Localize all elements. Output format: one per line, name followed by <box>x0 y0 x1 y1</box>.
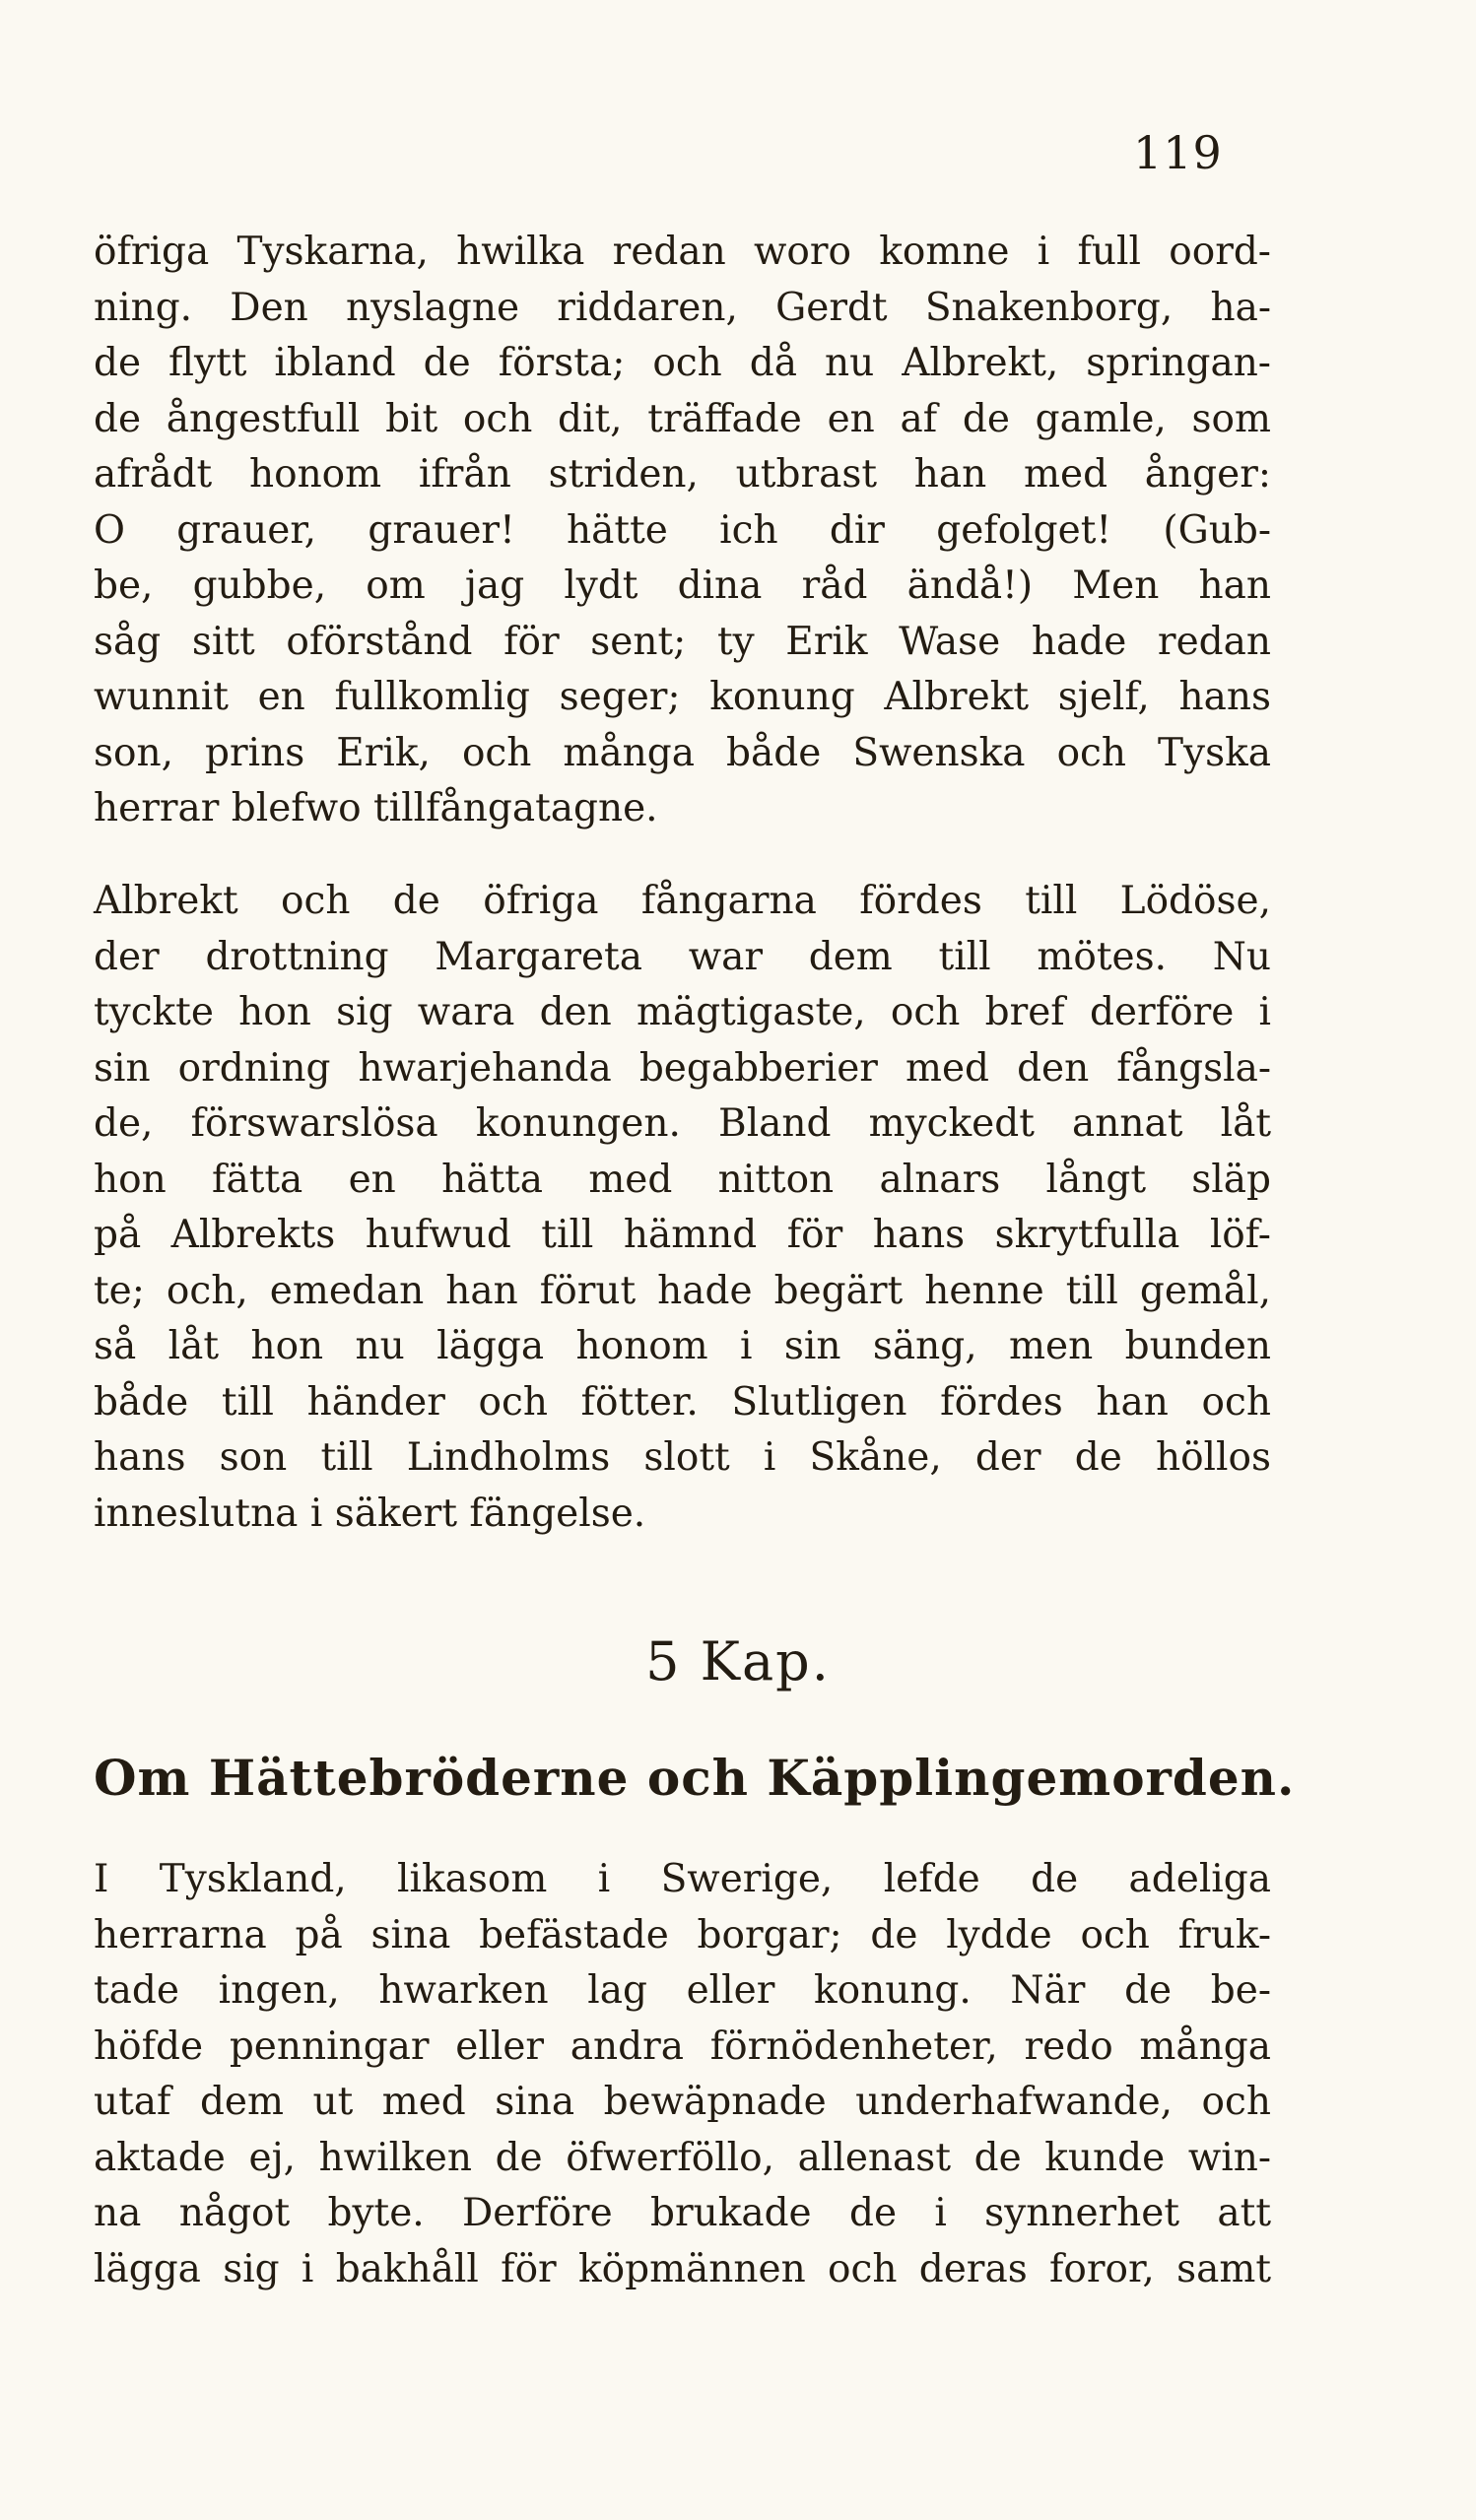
text-line: öfriga Tyskarna, hwilka redan woro komne i full oord- <box>94 230 1271 274</box>
text-line: utaf dem ut med sina bewäpnade underhafwande, och <box>94 2080 1271 2124</box>
text-line: herrar blefwo tillfångatagne. <box>94 786 658 830</box>
text-line: te; och, emedan han förut hade begärt henne till gemål, <box>94 1268 1271 1313</box>
text-line: hans son till Lindholms slott i Skåne, der de höllos <box>94 1435 1271 1480</box>
paragraph-2 <box>94 874 1271 1542</box>
text-line: O grauer, grauer! hätte ich dir gefolget! (Gub- <box>94 507 1271 553</box>
text-line: inneslutna i säkert fängelse. <box>94 1491 646 1536</box>
text-line: på Albrekts hufwud till hämnd för hans skrytfulla löf- <box>94 1213 1271 1257</box>
text-line: herrarna på sina befästade borgar; de lydde och fruk- <box>94 1912 1271 1957</box>
paragraph-1 <box>94 225 1271 837</box>
text-line: höfde penningar eller andra förnödenheter, redo många <box>94 2023 1271 2069</box>
text-line: de ångestfull bit och dit, träffade en af de gamle, som <box>94 396 1271 441</box>
text-line: lägga sig i bakhåll för köpmännen och deras foror, samt <box>94 2246 1271 2291</box>
text-line: såg sitt oförstånd för sent; ty Erik Wase hade redan <box>94 619 1271 664</box>
section-heading: Om Hättebröderne och Käpplingemorden. <box>94 1749 1296 1807</box>
page-number: 119 <box>1133 126 1223 179</box>
text-line: de flytt ibland de första; och då nu Albrekt, springan- <box>94 341 1271 385</box>
text-line: wunnit en fullkomlig seger; konung Albrekt sjelf, hans <box>94 675 1271 719</box>
text-line: be, gubbe, om jag lydt dina råd ändå!) Men han <box>94 564 1271 608</box>
text-line: så låt hon nu lägga honom i sin säng, men bunden <box>94 1324 1271 1368</box>
text-line: Albrekt och de öfriga fångarna fördes till Lödöse, <box>94 879 1271 923</box>
text-line: na något byte. Derföre brukade de i synnerhet att <box>94 2191 1271 2235</box>
text-line: både till händer och fötter. Slutligen fördes han och <box>94 1379 1271 1425</box>
text-line: I Tyskland, likasom i Swerige, lefde de adeliga <box>94 1857 1271 1901</box>
text-line: de, förswarslösa konungen. Bland myckedt annat låt <box>94 1101 1271 1146</box>
chapter-heading: 5 Kap. <box>645 1630 831 1692</box>
text-line: afrådt honom ifrån striden, utbrast han med ånger: <box>94 452 1271 497</box>
text-line: sin ordning hwarjehanda begabberier med den fångsla- <box>94 1045 1271 1091</box>
text-line: tade ingen, hwarken lag eller konung. När de be- <box>94 1968 1271 2013</box>
text-line: ning. Den nyslagne riddaren, Gerdt Snakenborg, ha- <box>94 285 1271 330</box>
text-line: hon fätta en hätta med nitton alnars långt släp <box>94 1157 1271 1202</box>
text-line: der drottning Margareta war dem till mötes. Nu <box>94 934 1271 979</box>
text-line: son, prins Erik, och många både Swenska och Tyska <box>94 730 1271 775</box>
text-line: aktade ej, hwilken de öfwerföllo, allenast de kunde win- <box>94 2135 1271 2180</box>
text-line: tyckte hon sig wara den mägtigaste, och bref derföre i <box>94 990 1271 1034</box>
paragraph-3 <box>94 1852 1271 2297</box>
